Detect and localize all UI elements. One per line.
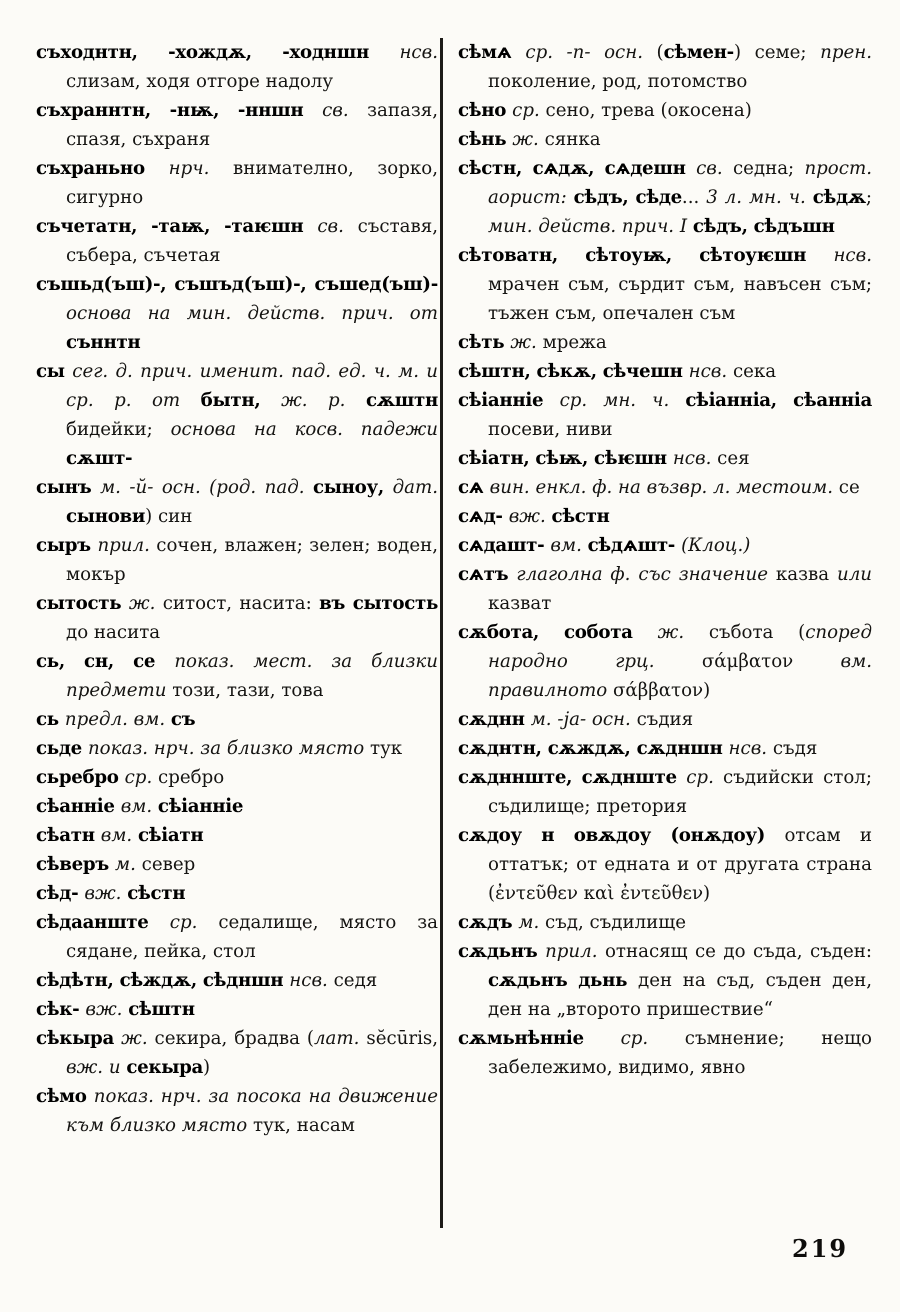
headword-text: сѫмьнѣнніе <box>458 1028 621 1049</box>
headword-text: сѣатн <box>36 825 101 846</box>
grammar-label: вм. <box>550 535 588 556</box>
dictionary-entry <box>36 908 438 966</box>
grammar-label: ср. <box>686 767 724 788</box>
column-divider <box>440 38 443 1228</box>
dictionary-entry <box>458 705 872 734</box>
headword-text: сѣверъ <box>36 854 115 875</box>
headword-text: сѣкыра <box>36 1028 122 1049</box>
headword-text: сѣстн, сѧдѫ, сѧдешн <box>458 158 697 179</box>
headword-text: сѣдѧшт- <box>587 535 682 556</box>
dictionary-entry <box>36 1082 438 1140</box>
headword-text: сы <box>36 361 73 382</box>
dictionary-entry <box>36 995 438 1024</box>
dictionary-entry <box>458 502 872 531</box>
grammar-label: според народно грц. <box>488 622 872 672</box>
grammar-label: м. <box>518 912 546 933</box>
headword-text: сынъ <box>36 477 101 498</box>
headword-text: сѣстн <box>127 883 186 904</box>
definition-text: слизам, ходя отгоре надолу <box>66 71 334 92</box>
grammar-label: лат. <box>313 1028 367 1049</box>
grammar-label: прен. <box>820 42 872 63</box>
dictionary-entry <box>36 1024 438 1082</box>
definition-text: ( <box>656 42 664 63</box>
headword-text: бытн, <box>200 390 282 411</box>
grammar-label: ср. -n- осн. <box>525 42 657 63</box>
grammar-label: род. пад. <box>216 477 313 498</box>
headword-text: сь <box>36 709 65 730</box>
headword-text: сѣдаанште <box>36 912 170 933</box>
headword-text: сѫбота, собота <box>458 622 658 643</box>
dictionary-entry <box>36 792 438 821</box>
definition-text: σάμβατον <box>701 651 841 672</box>
dictionary-entry <box>458 386 872 444</box>
definition-text: сено, трева (окосена) <box>545 100 752 121</box>
grammar-label: нсв. <box>728 738 773 759</box>
grammar-label: показ. нрч. за посока на движение към близко място <box>66 1086 438 1136</box>
grammar-label: вж. <box>85 999 129 1020</box>
headword-text: сѣмен- <box>663 42 734 63</box>
definition-text: сочен, влажен; зелен; воден, мокър <box>66 535 439 585</box>
definition-text: отнасящ се до съда, съден: <box>604 941 872 962</box>
dictionary-entry <box>458 444 872 473</box>
dictionary-entry <box>458 154 872 241</box>
headword-text: сѣштн <box>128 999 195 1020</box>
definition-text: съставя, събера, съчетая <box>66 216 438 266</box>
dictionary-entry <box>36 821 438 850</box>
headword-text: сѣдѫ <box>812 187 866 208</box>
headword-text: сытость <box>36 593 129 614</box>
headword-text: сѫдьнъ дьнь <box>488 970 639 991</box>
grammar-label: прил. <box>97 535 157 556</box>
grammar-label: мин. действ. прич. I <box>488 216 693 237</box>
definition-text: до насита <box>66 622 161 643</box>
headword-text: сѫдьнъ <box>458 941 546 962</box>
page-number: 219 <box>792 1234 849 1263</box>
grammar-label: св. <box>317 216 358 237</box>
grammar-label: ср. <box>512 100 546 121</box>
definition-text: отсам и оттатък; от едната и от другата страна (ἐντεῦθεν καὶ ἐντεῦθεν) <box>488 825 872 904</box>
headword-text: въ сытость <box>319 593 438 614</box>
headword-text: сѣіанніа, сѣанніа <box>685 390 872 411</box>
dictionary-entry <box>458 38 872 96</box>
definition-text: секира, брадва ( <box>154 1028 314 1049</box>
dictionary-entry <box>458 560 872 618</box>
headword-text: сь, сн, се <box>36 651 175 672</box>
grammar-label: нсв. <box>399 42 438 63</box>
dictionary-entry <box>458 473 872 502</box>
definition-text: sĕcūris, <box>366 1028 438 1049</box>
column-right <box>458 38 872 1228</box>
dictionary-entry <box>458 821 872 908</box>
headword-text: сѣдъ, сѣдъшн <box>692 216 835 237</box>
dictionary-entry <box>458 618 872 705</box>
dictionary-entry <box>36 879 438 908</box>
definition-text: съмнение; нещо забележимо, видимо, явно <box>488 1028 872 1078</box>
dictionary-entry <box>458 241 872 328</box>
dictionary-entry <box>458 763 872 821</box>
headword-text: сѧ <box>458 477 490 498</box>
dictionary-entry <box>36 966 438 995</box>
headword-text: съхраньно <box>36 158 169 179</box>
headword-text: сыръ <box>36 535 98 556</box>
dictionary-entry <box>458 357 872 386</box>
headword-text: сѧдашт- <box>458 535 551 556</box>
grammar-label: м. -ŭ- осн. ( <box>100 477 217 498</box>
dictionary-entry <box>458 937 872 1024</box>
headword-text: сѫднн <box>458 709 531 730</box>
definition-text: съдийски стол; съдилище; претория <box>488 767 872 817</box>
dictionary-entry <box>36 850 438 879</box>
definition-text: тук, насам <box>253 1115 355 1136</box>
dictionary-entry <box>458 734 872 763</box>
grammar-label: св. <box>322 100 368 121</box>
headword-text: съхраннтн, -нѭ, -нншн <box>36 100 323 121</box>
definition-text: казва <box>775 564 837 585</box>
dictionary-entry <box>36 763 438 792</box>
definition-text: събота ( <box>708 622 806 643</box>
grammar-label: показ. мест. за близки предмети <box>66 651 438 701</box>
headword-text: сѣд- <box>36 883 85 904</box>
definition-text: се <box>838 477 860 498</box>
grammar-label: или <box>836 564 872 585</box>
grammar-label: ж. р. <box>281 390 366 411</box>
headword-text: сыноу, <box>312 477 393 498</box>
definition-text: тук <box>370 738 403 759</box>
dictionary-entry <box>458 531 872 560</box>
definition-text: този, тази, това <box>172 680 324 701</box>
headword-text: сѣтоватн, сѣтоуѭ, сѣтоуѥшн <box>458 245 834 266</box>
grammar-label: м. <box>114 854 142 875</box>
dictionary-entry <box>36 212 438 270</box>
grammar-label: 3 л. мн. ч. <box>706 187 813 208</box>
column-left <box>36 38 438 1228</box>
headword-text: съ <box>170 709 196 730</box>
dictionary-entry <box>458 328 872 357</box>
definition-text: внимателно, зорко, сигурно <box>66 158 438 208</box>
headword-text: съходнтн, -хождѫ, -ходншн <box>36 42 400 63</box>
grammar-label: вж. и <box>66 1057 127 1078</box>
headword-text: сѫдоу н овѫдоу (онѫдоу) <box>458 825 785 846</box>
grammar-label: сег. д. прич. именит. пад. ед. ч. м. и ср. р. от <box>66 361 438 411</box>
headword-text: сѫшт- <box>66 448 133 469</box>
headword-text: сѣть <box>458 332 511 353</box>
headword-text: сѣдѣтн, сѣждѫ, сѣдншн <box>36 970 290 991</box>
grammar-label: ж. <box>121 1028 155 1049</box>
headword-text: сѣмѧ <box>458 42 526 63</box>
definition-text: бидейки; <box>66 419 171 440</box>
dictionary-entry <box>458 1024 872 1082</box>
grammar-label: вм. правилното <box>488 651 872 701</box>
grammar-label: ж. <box>510 332 543 353</box>
headword-text: сынови <box>66 506 146 527</box>
definition-text: сребро <box>158 767 225 788</box>
headword-text: сѣно <box>458 100 513 121</box>
definition-text: ) син <box>145 506 193 527</box>
dictionary-entry <box>36 531 438 589</box>
grammar-label: нсв. <box>833 245 872 266</box>
grammar-label: (Клоц.) <box>681 535 751 556</box>
dictionary-entry <box>458 96 872 125</box>
headword-text: сѧд- <box>458 506 509 527</box>
grammar-label: св. <box>696 158 733 179</box>
grammar-label: основа на косв. падежи <box>170 419 438 440</box>
grammar-label: вм. <box>100 825 138 846</box>
definition-text: седна; <box>732 158 805 179</box>
headword-text: съннтн <box>66 332 141 353</box>
dictionary-entry <box>36 473 438 531</box>
grammar-label: ср. <box>124 767 159 788</box>
definition-text: ) <box>203 1057 211 1078</box>
dictionary-entry <box>36 589 438 647</box>
grammar-label: ж. <box>657 622 709 643</box>
headword-text: сьде <box>36 738 88 759</box>
text-columns <box>36 38 872 1228</box>
headword-text: сѫдннште, сѫднште <box>458 767 687 788</box>
dictionary-entry <box>36 38 438 96</box>
grammar-label: нсв. <box>672 448 718 469</box>
headword-text: сѣіатн <box>138 825 204 846</box>
definition-text: съд, съдилище <box>545 912 686 933</box>
dictionary-entry <box>36 734 438 763</box>
definition-text: ден на съд, съден ден, ден на „второто пришествие“ <box>488 970 872 1020</box>
definition-text: съдия <box>636 709 694 730</box>
definition-text: север <box>141 854 196 875</box>
headword-text: сѣк- <box>36 999 86 1020</box>
dictionary-entry <box>36 96 438 154</box>
definition-text: ) семе; <box>733 42 821 63</box>
grammar-label: ж. <box>512 129 545 150</box>
grammar-label: глаголна ф. със значение <box>516 564 776 585</box>
headword-text: съчетатн, -таѭ, -таѥшн <box>36 216 318 237</box>
grammar-label: вж. <box>84 883 128 904</box>
dictionary-entry <box>36 647 438 705</box>
headword-text: сѣанніе <box>36 796 121 817</box>
headword-text: сѣіатн, сѣѭ, сѣѥшн <box>458 448 673 469</box>
definition-text: сея <box>717 448 750 469</box>
headword-text: сѫдъ <box>458 912 519 933</box>
grammar-label: м. -ja- осн. <box>530 709 637 730</box>
headword-text: сѫднтн, сѫждѫ, сѫдншн <box>458 738 729 759</box>
dictionary-entry <box>458 125 872 154</box>
definition-text: казват <box>488 593 552 614</box>
headword-text: сьребро <box>36 767 125 788</box>
definition-text: ... <box>681 187 707 208</box>
grammar-label: ср. <box>169 912 219 933</box>
headword-text: сѣдъ, сѣде <box>573 187 682 208</box>
grammar-label: вм. <box>120 796 158 817</box>
definition-text: седалище, място за сядане, пейка, стол <box>66 912 438 962</box>
grammar-label: вж. <box>508 506 552 527</box>
headword-text: сѣнь <box>458 129 513 150</box>
headword-text: сѣмо <box>36 1086 94 1107</box>
grammar-label: ср. мн. ч. <box>559 390 686 411</box>
dictionary-entry <box>36 270 438 357</box>
grammar-label: дат. <box>392 477 438 498</box>
headword-text: сѫштн <box>365 390 439 411</box>
dictionary-entry <box>36 154 438 212</box>
headword-text: секыра <box>126 1057 204 1078</box>
grammar-label: вин. енкл. ф. на възвр. л. местоим. <box>489 477 839 498</box>
definition-text: мрачен съм, сърдит съм, навъсен съм; тъжен съм, опечален съм <box>488 274 872 324</box>
definition-text: σάββατον) <box>613 680 711 701</box>
definition-text: ; <box>865 187 872 208</box>
definition-text: сека <box>732 361 777 382</box>
definition-text: мрежа <box>542 332 607 353</box>
headword-text: сѣіанніе <box>157 796 244 817</box>
grammar-label: основа на мин. действ. прич. от <box>66 303 438 324</box>
definition-text: седя <box>333 970 378 991</box>
headword-text: сѣіанніе <box>458 390 560 411</box>
grammar-label: нрч. <box>168 158 234 179</box>
grammar-label: ср. <box>620 1028 685 1049</box>
grammar-label: ж. <box>128 593 163 614</box>
definition-text: запазя, спазя, съхраня <box>66 100 438 150</box>
dictionary-entry <box>36 357 438 473</box>
grammar-label: предл. вм. <box>64 709 171 730</box>
headword-text: сѣстн <box>551 506 610 527</box>
dictionary-entry <box>458 908 872 937</box>
definition-text: посеви, ниви <box>488 419 613 440</box>
grammar-label: нсв. <box>289 970 334 991</box>
grammar-label: показ. нрч. за близко място <box>87 738 371 759</box>
definition-text: ситост, насита: <box>162 593 320 614</box>
definition-text: поколение, род, потомство <box>488 71 748 92</box>
definition-text: съдя <box>772 738 818 759</box>
grammar-label: прост. аорист: <box>488 158 872 208</box>
headword-text: съшьд(ъш)-, съшъд(ъш)-, съшед(ъш)- <box>36 274 438 295</box>
grammar-label: прил. <box>545 941 605 962</box>
definition-text: сянка <box>544 129 601 150</box>
grammar-label: нсв. <box>688 361 733 382</box>
headword-text: сѣштн, сѣкѫ, сѣчешн <box>458 361 689 382</box>
dictionary-entry <box>36 705 438 734</box>
headword-text: сѧтъ <box>458 564 517 585</box>
